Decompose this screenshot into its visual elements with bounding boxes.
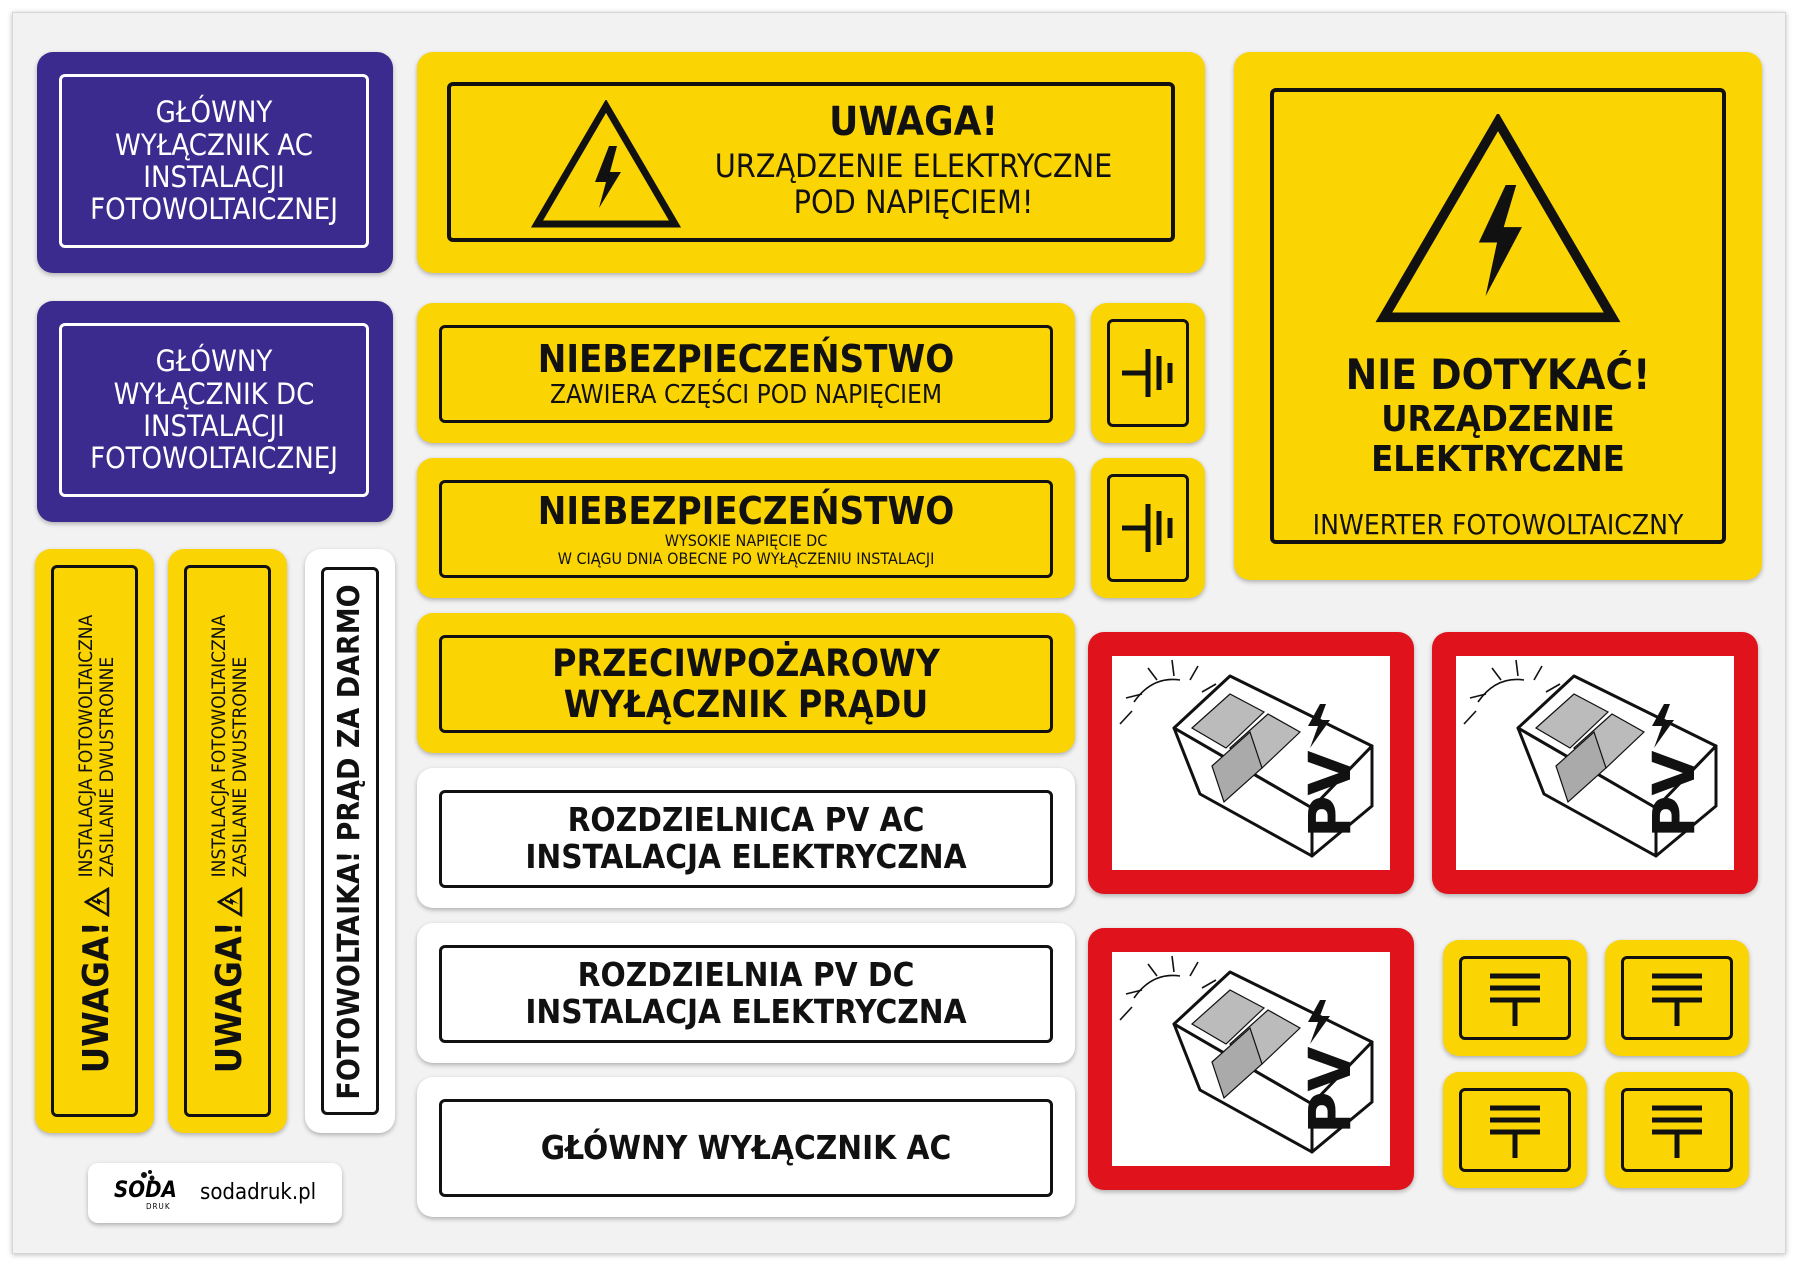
sticker-vertical-warning: [35, 549, 154, 1133]
high-voltage-warning-icon: [217, 887, 243, 917]
ground-earth-icon: [1118, 343, 1178, 403]
sticker-pv: [1432, 632, 1758, 894]
sticker-frame: [439, 790, 1053, 888]
label-line: WYŁĄCZNIK AC: [115, 127, 313, 162]
high-voltage-warning-icon: [531, 100, 681, 228]
sticker-frame: [1459, 956, 1571, 1040]
fire-line: WYŁĄCZNIK PRĄDU: [563, 683, 929, 726]
sticker-frame: [184, 565, 271, 1117]
label-line: INSTALACJI: [143, 409, 285, 443]
sticker-do-not-touch-inverter: [1234, 52, 1762, 580]
earth-terminal-icon: [1642, 1100, 1712, 1160]
sticker-earth-terminal: [1605, 1072, 1749, 1188]
sticker-frame: [1459, 1088, 1571, 1172]
warning-subtitle: URZĄDZENIE ELEKTRYCZNE: [1371, 399, 1625, 481]
pv-label: PV: [1640, 750, 1708, 838]
solar-panel-pv-icon: [1112, 656, 1390, 870]
solar-panel-pv-icon: [1456, 656, 1734, 870]
sticker-frame: [439, 480, 1053, 578]
sticker-frame: [1621, 956, 1733, 1040]
high-voltage-warning-icon: [84, 887, 110, 917]
sticker-vertical-free-power: [305, 549, 395, 1133]
fire-line: PRZECIWPOŻAROWY: [552, 641, 940, 685]
label-line: INSTALACJA ELEKTRYCZNA: [525, 992, 967, 1031]
sticker-earth-terminal: [1443, 940, 1587, 1056]
warning-footnote: INWERTER FOTOWOLTAICZNY: [1312, 507, 1684, 541]
sticker-main-dc-switch: [37, 301, 393, 522]
logo-url: sodadruk.pl: [200, 1180, 317, 1205]
sticker-pv-dc-switchboard: [417, 923, 1075, 1063]
sticker-frame: [1107, 319, 1189, 427]
sticker-frame: [447, 82, 1175, 242]
sticker-frame: [1107, 474, 1189, 582]
sticker-warning-device-live: [417, 52, 1205, 273]
warning-line: ZASILANIE DWUSTRONNE: [96, 656, 118, 878]
sticker-pv: [1088, 928, 1414, 1190]
sticker-frame: [59, 74, 369, 248]
danger-title: NIEBEZPIECZEŃSTWO: [537, 337, 955, 382]
label-line: FOTOWOLTAICZNEJ: [90, 441, 338, 476]
warning-title: UWAGA!: [829, 99, 998, 145]
pv-label: PV: [1296, 1046, 1364, 1134]
earth-terminal-icon: [1480, 1100, 1550, 1160]
sticker-danger-live-parts: [417, 303, 1075, 443]
warning-line: INSTALACJA FOTOWOLTAICZNA: [74, 614, 97, 878]
sticker-frame: [321, 567, 379, 1115]
label-line: ROZDZIELNIA PV DC: [577, 955, 915, 995]
label-line: ROZDZIELNICA PV AC: [567, 800, 925, 840]
warning-line: ZASILANIE DWUSTRONNE: [229, 656, 251, 878]
danger-subtitle: W CIĄGU DNIA OBECNE PO WYŁĄCZENIU INSTALACJI: [557, 549, 935, 569]
label-line: FOTOWOLTAIKA! PRĄD ZA DARMO: [332, 584, 368, 1100]
sticker-main-ac-switch: [37, 52, 393, 273]
earth-terminal-icon: [1480, 968, 1550, 1028]
sticker-earth-terminal: [1605, 940, 1749, 1056]
sticker-main-ac-switch-white: [417, 1077, 1075, 1217]
label-line: GŁÓWNY: [155, 344, 273, 379]
sticker-danger-high-voltage-dc: [417, 458, 1075, 598]
brand-logo-badge: [88, 1163, 342, 1223]
sticker-frame: [439, 945, 1053, 1043]
sticker-ground-symbol: [1091, 303, 1205, 443]
label-line: GŁÓWNY: [155, 95, 273, 130]
sticker-frame: [439, 325, 1053, 423]
warning-line: INSTALACJA FOTOWOLTAICZNA: [207, 614, 230, 878]
danger-title: NIEBEZPIECZEŃSTWO: [537, 488, 955, 533]
sticker-frame: [59, 323, 369, 497]
sticker-ground-symbol: [1091, 458, 1205, 598]
warning-line: POD NAPIĘCIEM!: [793, 182, 1034, 221]
label-line: FOTOWOLTAICZNEJ: [90, 192, 338, 227]
sticker-frame: [1270, 88, 1726, 544]
warning-title: NIE DOTYKAĆ!: [1345, 349, 1651, 399]
sticker-frame: [51, 565, 138, 1117]
sticker-earth-terminal: [1443, 1072, 1587, 1188]
danger-subtitle: WYSOKIE NAPIĘCIE DC: [664, 531, 828, 551]
label-line: WYŁĄCZNIK DC: [113, 376, 315, 411]
earth-terminal-icon: [1642, 968, 1712, 1028]
sticker-frame: [439, 635, 1053, 733]
logo-brand-sub: DRUK: [146, 1202, 171, 1211]
sticker-vertical-warning: [168, 549, 287, 1133]
danger-subtitle: ZAWIERA CZĘŚCI POD NAPIĘCIEM: [549, 379, 943, 410]
sticker-frame: [439, 1099, 1053, 1197]
pv-label: PV: [1296, 750, 1364, 838]
sticker-pv-ac-switchboard: [417, 768, 1075, 908]
solar-panel-pv-icon: [1112, 952, 1390, 1166]
logo-brand: SODA: [114, 1178, 177, 1203]
label-line: GŁÓWNY WYŁĄCZNIK AC: [540, 1127, 952, 1167]
high-voltage-warning-icon: [1373, 114, 1623, 325]
ground-earth-icon: [1118, 498, 1178, 558]
sticker-frame: [1621, 1088, 1733, 1172]
warning-line: URZĄDZENIE ELEKTRYCZNE: [714, 146, 1113, 185]
label-line: INSTALACJA ELEKTRYCZNA: [525, 837, 967, 876]
warning-title: UWAGA!: [75, 921, 117, 1074]
sticker-pv: [1088, 632, 1414, 894]
sticker-fire-switch: [417, 613, 1075, 753]
label-line: INSTALACJI: [143, 160, 285, 194]
warning-title: UWAGA!: [208, 921, 250, 1074]
